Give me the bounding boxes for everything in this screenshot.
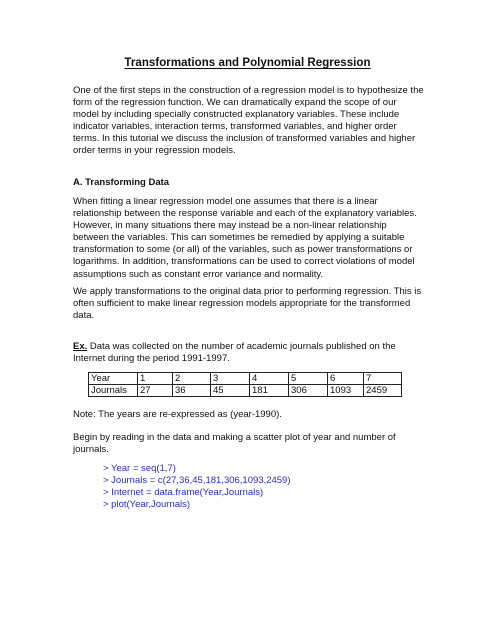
example-text: Data was collected on the number of academic journals published on the Internet during the period 1991-1997. [73, 341, 396, 365]
table-cell: 2459 [364, 385, 402, 397]
table-cell: 5 [289, 373, 328, 385]
table-row [89, 373, 402, 385]
table-cell: 4 [250, 373, 289, 385]
table-cell: 2 [173, 373, 211, 385]
example-paragraph [73, 341, 425, 365]
table-cell: 3 [211, 373, 250, 385]
table-row-header-journals: Journals [89, 385, 138, 397]
table-row-header-year: Year [89, 373, 138, 385]
page-title: Transformations and Polynomial Regression [124, 57, 371, 69]
table-cell: 27 [138, 385, 173, 397]
note-paragraph: Note: The years are re-expressed as (year-1990). [73, 409, 282, 420]
section-a-heading: A. Transforming Data [73, 177, 170, 188]
code-line: > Internet = data.frame(Year,Journals) [103, 487, 264, 499]
code-line: > plot(Year,Journals) [103, 499, 191, 511]
table-row [89, 385, 402, 397]
table-cell: 181 [250, 385, 289, 397]
table-cell: 1 [138, 373, 173, 385]
code-line: > Journals = c(27,36,45,181,306,1093,2459) [103, 475, 291, 487]
begin-paragraph: Begin by reading in the data and making a scatter plot of year and number of journals. [73, 432, 396, 456]
table-cell: 306 [289, 385, 328, 397]
table-cell: 1093 [328, 385, 364, 397]
table-cell: 36 [173, 385, 211, 397]
section-a-paragraph-2: We apply transformations to the original data prior to performing regression. This is often sufficient to make linear regression models appropriate for the transformed data. [73, 286, 422, 322]
journals-table [88, 372, 402, 397]
table-cell: 45 [211, 385, 250, 397]
table-cell: 6 [328, 373, 364, 385]
code-line: > Year = seq(1,7) [103, 463, 176, 474]
table-cell: 7 [364, 373, 402, 385]
r-code-block [103, 463, 291, 511]
intro-paragraph: One of the first steps in the construction of a regression model is to hypothesize the form of the regression function. We can dramatically expand the scope of our model by including specially constructed explanatory variables. These include indicator variables, interaction terms, transformed variables, and higher order terms. In this tutorial we discuss the inclusion of transformed variables and higher order terms in your regression models. [73, 85, 424, 157]
section-a-paragraph-1: When fitting a linear regression model one assumes that there is a linear relationship between the response variable and each of the explanatory variables. However, in many situations there may instead be a non-linear relationship between the variables. This can sometimes be remedied by applying a suitable transformation to some (or all) of the variables, such as power transformations or logarithms. In addition, transformations can be used to correct violations of model assumptions such as constant error variance and normality. [73, 196, 417, 280]
example-label: Ex. [73, 341, 88, 352]
